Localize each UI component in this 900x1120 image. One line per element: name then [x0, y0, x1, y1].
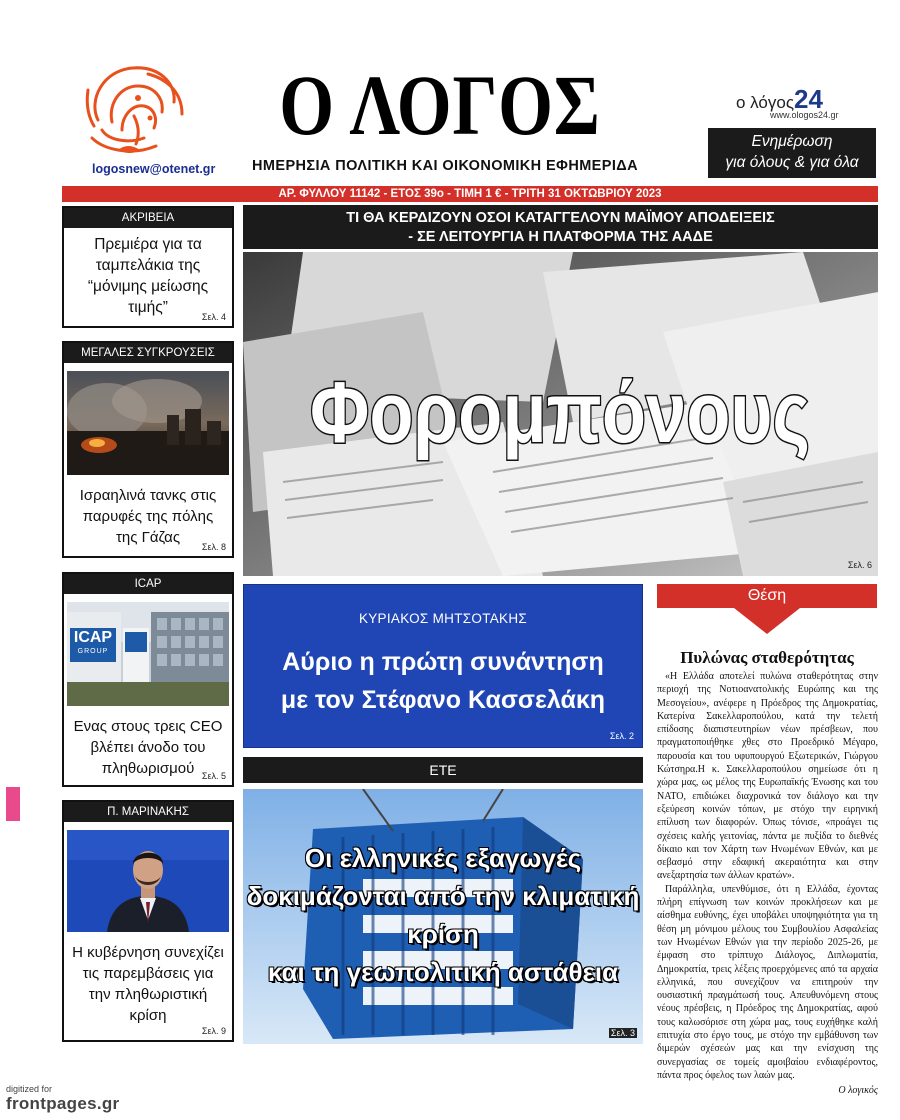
slogan-line-1: Ενημέρωση — [751, 133, 833, 150]
ete-headline — [243, 839, 643, 991]
newspaper-logo-art — [78, 60, 190, 160]
teaser-headline: Η κυβέρνηση συνεχίζει τις παρεμβάσεις για την πληθωριστική κρίση — [72, 944, 224, 1024]
gaza-smoke-photo — [67, 371, 229, 475]
editorial-arrow — [734, 608, 800, 634]
mitsotakis-kicker: ΚΥΡΙΑΚΟΣ ΜΗΤΣΟΤΑΚΗΣ — [358, 611, 528, 626]
lead-headline-line-2: - ΣΕ ΛΕΙΤΟΥΡΓΙΑ Η ΠΛΑΤΦΟΡΜΑ ΤΗΣ ΑΑΔΕ — [408, 229, 713, 245]
teaser-akriveia[interactable] — [62, 206, 234, 328]
lead-big-word-graphic — [243, 362, 878, 472]
editorial-title: Πυλώνας σταθερότητας — [680, 648, 854, 667]
lead-headline[interactable] — [243, 205, 878, 249]
editorial-paragraph: Παράλληλα, υπενθύμισε, ότι η Ελλάδα, έχοντας πλήρη επίγνωση των κοινών προκλήσεων και με αίσθημα ευθύνης, έχει υποβάλει υποψηφιότητα για τη θέση μη μόνιμου μέλους του Συμβουλίου Ασφαλείας των Ηνωμένων Εθνών για την περίοδο 2025-26, με έμφαση στο τρίπτυχο Διάλογος, Διπλωματία, Δημοκρατία, τρεις λέξεις προερχόμενες από τα αρχαία ελληνικά, που συνεχίζουν να επιτηρούν την ουσιαστική πραγμάτωσή τους. Απευθυνόμενη στους νέους πρέσβεις, η Πρόεδρος της Δημοκρατίας, αφού τους καλωσόρισε στη χώρα μας, τους ευχήθηκε καλή επιτυχία στο έργο τους, με στόχο την εμβάθυνση των διμερών σχέσεών μας και την ενίσχυση της συνεργασίας σε τομείς αμοιβαίου ενδιαφέροντος, πάντα προς όφελος των λαών μας. — [657, 883, 878, 1081]
ete-headline-line-1: Οι ελληνικές εξαγωγές — [304, 843, 582, 873]
ete-exports-story[interactable] — [243, 789, 643, 1044]
teaser-kicker: ΑΚΡΙΒΕΙΑ — [64, 208, 232, 228]
ete-headline-line-3: και τη γεωπολιτική αστάθεια — [267, 957, 619, 987]
teaser-headline: Ισραηλινά τανκς στις παρυφές της πόλης της Γάζας — [79, 487, 217, 546]
lead-receipts-photo[interactable] — [243, 252, 878, 576]
mitsotakis-headline-line-2: με τον Στέφανο Κασσελάκη — [280, 686, 606, 714]
credit-line-2: frontpages.gr — [6, 1094, 120, 1113]
page-reference: Σελ. 3 — [610, 1028, 635, 1038]
page-reference: Σελ. 4 — [201, 312, 226, 322]
page-reference: Σελ. 9 — [201, 1026, 226, 1036]
teaser-kicker: ICAP — [64, 574, 232, 594]
icap-logo — [70, 628, 116, 662]
issue-dateline: ΑΡ. ΦΥΛΛΟΥ 11142 - ΕΤΟΣ 39ο - ΤΙΜΗ 1 € - ΤΡΙΤΗ 31 ΟΚΤΩΒΡΙΟΥ 2023 — [62, 186, 878, 202]
teaser-icap[interactable] — [62, 572, 234, 787]
page-reference: Σελ. 2 — [609, 731, 634, 741]
teaser-gaza[interactable] — [62, 341, 234, 558]
page-reference: Σελ. 8 — [201, 542, 226, 552]
mitsotakis-headline-line-1: Αύριο η πρώτη συνάντηση — [282, 648, 604, 676]
teaser-kicker: Π. ΜΑΡΙΝΑΚΗΣ — [64, 802, 232, 822]
slogan-line-2: για όλους & για όλα — [725, 154, 859, 171]
scan-edge-mark — [6, 787, 20, 821]
marinakis-portrait-photo — [67, 830, 229, 932]
credit-line-1: digitized for — [6, 1084, 53, 1094]
slogan-box — [708, 128, 876, 178]
teaser-marinakis[interactable] — [62, 800, 234, 1042]
ologos24-badge[interactable] — [732, 70, 858, 124]
newspaper-subtitle: ΗΜΕΡΗΣΙΑ ΠΟΛΙΤΙΚΗ ΚΑΙ ΟΙΚΟΝΟΜΙΚΗ ΕΦΗΜΕΡΙΔΑ — [252, 158, 638, 174]
lead-big-word: Φορομπόνους — [310, 365, 810, 461]
icap-logo-text: ICAP — [73, 629, 113, 646]
mitsotakis-story[interactable] — [243, 584, 643, 748]
teaser-headline: Ενας στους τρεις CEO βλέπει άνοδο του πληθωρισμού — [73, 718, 223, 777]
badge-url[interactable]: www.ologos24.gr — [770, 110, 839, 120]
editorial-body — [657, 670, 878, 1098]
editorial-signature: Ο λογικός — [838, 1085, 878, 1097]
teaser-headline: Πρεμιέρα για τα ταμπελάκια της “μόνιμης μείωσης τιμής” — [87, 236, 209, 316]
page-reference: Σελ. 5 — [201, 771, 226, 781]
ete-headline-line-2: δοκιμάζονται από την κλιματική κρίση — [246, 881, 640, 949]
editorial-paragraph: «Η Ελλάδα αποτελεί πυλώνα σταθερότητας στην περιοχή της Νοτιοανατολικής Ευρώπης και της Μεσογείου», ανέφερε η Πρόεδρος της Δημοκρατίας, Κατερίνα Σακελλαροπούλου, κατά την τελετή επίδοσης διαπιστευτηρίων νέων πρέσβεων, που πραγματοποιήθηκε χθες στο Προεδρικό Μέγαρο, παρουσία και του υφυπουργού Εξωτερικών, Γιώργου Κώτσηρα.Η κ. Σακελλαροπούλου σημείωσε ότι η χώρα μας, ως μέλος της Ευρωπαϊκής Ένωσης και του ΝΑΤΟ, επιδιώκει διαχρονικά τον διάλογο και την εξεύρεση κοινών τόπων, με στόχο την ειρηνική επίλυση των διαφορών. Όπως τόνισε, «προάγει τις σχέσεις καλής γειτονίας, πάντα με πυξίδα το διεθνές δίκαιο και τον Χάρτη των Ηνωμένων Εθνών, και με σεβασμό στην εδαφική ακεραιότητα και στην ανεξαρτησία των άλλων κρατών». — [657, 671, 878, 882]
newspaper-title: Ο ΛΟΓΟΣ — [279, 57, 601, 153]
mitsotakis-headline — [244, 643, 642, 719]
lead-headline-line-1: ΤΙ ΘΑ ΚΕΡΔΙΖΟΥΝ ΟΣΟΙ ΚΑΤΑΓΓΕΛΟΥΝ ΜΑΪΜΟΥ ΑΠΟΔΕΙΞΕΙΣ — [346, 210, 775, 226]
teaser-kicker: ΜΕΓΑΛΕΣ ΣΥΓΚΡΟΥΣΕΙΣ — [64, 343, 232, 363]
digitized-credit[interactable] — [6, 1084, 119, 1114]
icap-logo-group: GROUP — [77, 648, 109, 655]
badge-text: ο λόγος — [736, 93, 795, 112]
editorial-tab: Θέση — [657, 584, 877, 608]
contact-email[interactable]: logosnew@otenet.gr — [92, 162, 216, 176]
badge-number: 24 — [794, 84, 823, 114]
ete-label-bar: ΕΤΕ — [243, 757, 643, 783]
page-reference: Σελ. 6 — [847, 560, 872, 570]
